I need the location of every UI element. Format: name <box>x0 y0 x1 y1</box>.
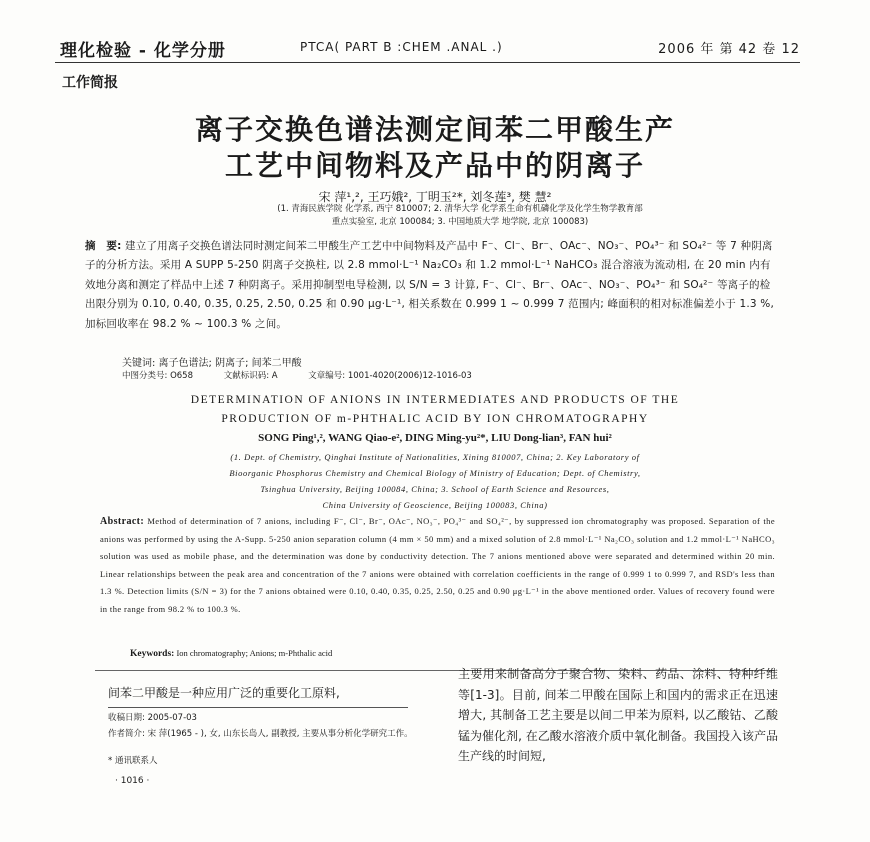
page-number: · 1016 · <box>115 776 150 786</box>
abstract-en <box>100 513 775 619</box>
footnote-received: 收稿日期: 2005-07-03 <box>108 713 197 723</box>
abstract-en-label: Abstract: <box>100 516 145 527</box>
footnote-corresponding: * 通讯联系人 <box>108 756 158 766</box>
footnote-author-bio: 作者简介: 宋 萍(1965 - ), 女, 山东长岛人, 副教授, 主要从事分析化学研究工作。 <box>108 729 413 739</box>
title-en-line-1: DETERMINATION OF ANIONS IN INTERMEDIATES AND PRODUCTS OF THE <box>190 394 680 406</box>
body-text-left: 间苯二甲酸是一种应用广泛的重要化工原料, <box>108 686 340 700</box>
affiliation-en-line-2: Bioorganic Phosphorus Chemistry and Chemical Biology of Ministry of Education; Dept. of Chemistry, <box>229 468 641 478</box>
abstract-en-text: Method of determination of 7 anions, including F⁻, Cl⁻, Br⁻, OAc⁻, NO₃⁻, PO₄³⁻ and SO₄²⁻, by suppressed ion chromatography was proposed. Separation of the anions was performed by using the A-Supp. 5-250 anion separation column (4 mm × 50 mm) and a mixed solution of 2.8 mmol·L⁻¹ Na₂CO₃ solution and 1.2 mmol·L⁻¹ NaHCO₃ solution was used as mobile phase, and the determination was done by conductivity detection. The 7 anions mentioned above were separated and determined within 20 min. Linear relationships between the peak area and concentration of the 7 anions were obtained with correlation coefficients in the range of 0.999 1 to 0.999 7, and RSD's less than 1.3 %. Detection limits (S/N = 3) for the 7 anions obtained were 0.10, 0.40, 0.35, 0.25, 2.50, 0.25 and 0.90 μg·L⁻¹ in the above mentioned order. Values of recovery found were in the range from 98.2 % to 100.3 %. <box>100 516 776 614</box>
title-cn-line-1: 离子交换色谱法测定间苯二甲酸生产 <box>194 113 675 146</box>
article-number: 文章编号: 1001-4020(2006)12-1016-03 <box>308 371 472 381</box>
section-label: 工作简报 <box>62 75 118 91</box>
affiliation-en-line-3: Tsinghua University, Beijing 100084, China; 3. School of Earth Science and Resources, <box>260 484 610 494</box>
keywords-en-label: Keywords: <box>130 649 175 659</box>
abstract-cn-label: 摘 要: <box>85 240 122 252</box>
classification-line <box>122 369 500 381</box>
clc-number: 中图分类号: O658 <box>122 371 193 381</box>
title-en-line-2: PRODUCTION OF m-PHTHALIC ACID BY ION CHROMATOGRAPHY <box>221 413 649 425</box>
affiliation-en-line-4: China University of Geoscience, Beijing 100083, China) <box>322 500 548 510</box>
body-text-right: 主要用来制备高分子聚合物、染料、药品、涂料、特种纤维等[1-3]。目前, 间苯二甲酸在国际上和国内的需求正在迅速增大, 其制备工艺主要是以间二甲苯为原料, 以乙酸钴、乙酸锰为催化剂, 在乙酸水溶液介质中氧化制备。我国投入该产品生产线的时间短, <box>458 667 778 763</box>
issue-info: 2006 年 第 42 卷 12 <box>658 42 800 57</box>
abstract-cn <box>85 237 775 334</box>
authors-cn: 宋 萍¹,², 王巧娥², 丁明玉²*, 刘冬莲³, 樊 慧² <box>318 190 552 204</box>
keywords-en <box>130 648 332 659</box>
keywords-en-text: Ion chromatography; Anions; m-Phthalic acid <box>176 648 333 658</box>
abstract-cn-text: 建立了用离子交换色谱法同时测定间苯二甲酸生产工艺中中间物料及产品中 F⁻、Cl⁻、Br⁻、OAc⁻、NO₃⁻、PO₄³⁻ 和 SO₄²⁻ 等 7 种阴离子的分析方法。采用 A SUPP 5-250 阴离子交换柱, 以 2.8 mmol·L⁻¹ Na₂CO₃ 和 1.2 mmol·L⁻¹ NaHCO₃ 混合溶液为流动相, 在 20 min 内有效地分离和测定了样品中上述 7 种阴离子。采用抑制型电导检测, 以 S/N = 3 计算, F⁻、Cl⁻、Br⁻、OAc⁻、NO₃⁻、PO₄³⁻ 和 SO₄²⁻ 等离子的检出限分别为 0.10, 0.40, 0.35, 0.25, 2.50, 0.25 和 0.90 μg·L⁻¹, 相关系数在 0.999 1 ~ 0.999 7 范围内; 峰面积的相对标准偏差小于 1.3 %, 加标回收率在 98.2 % ~ 100.3 % 之间。 <box>85 240 775 330</box>
journal-name-en: PTCA( PART B :CHEM .ANAL .) <box>300 40 503 54</box>
footnote-rule <box>108 707 408 708</box>
journal-name-cn: 理化检验 - 化学分册 <box>60 41 226 61</box>
title-cn-line-2: 工艺中间物料及产品中的阴离子 <box>224 149 645 182</box>
affiliation-cn-line-1: (1. 青海民族学院 化学系, 西宁 810007; 2. 清华大学 化学系生命有机磷化学及化学生物学教育部 <box>277 204 643 214</box>
affiliation-en-line-1: (1. Dept. of Chemistry, Qinghai Institute of Nationalities, Xining 810007, China; 2. Key Laboratory of <box>230 452 640 462</box>
keywords-cn: 关键词: 离子色谱法; 阴离子; 间苯二甲酸 <box>122 358 302 369</box>
header-rule <box>55 62 800 63</box>
affiliation-cn-line-2: 重点实验室, 北京 100084; 3. 中国地质大学 地学院, 北京 100083) <box>331 217 589 227</box>
document-code: 文献标识码: A <box>223 371 278 381</box>
authors-en: SONG Ping¹,², WANG Qiao-e², DING Ming-yu²*, LIU Dong-lian³, FAN hui² <box>258 432 612 444</box>
